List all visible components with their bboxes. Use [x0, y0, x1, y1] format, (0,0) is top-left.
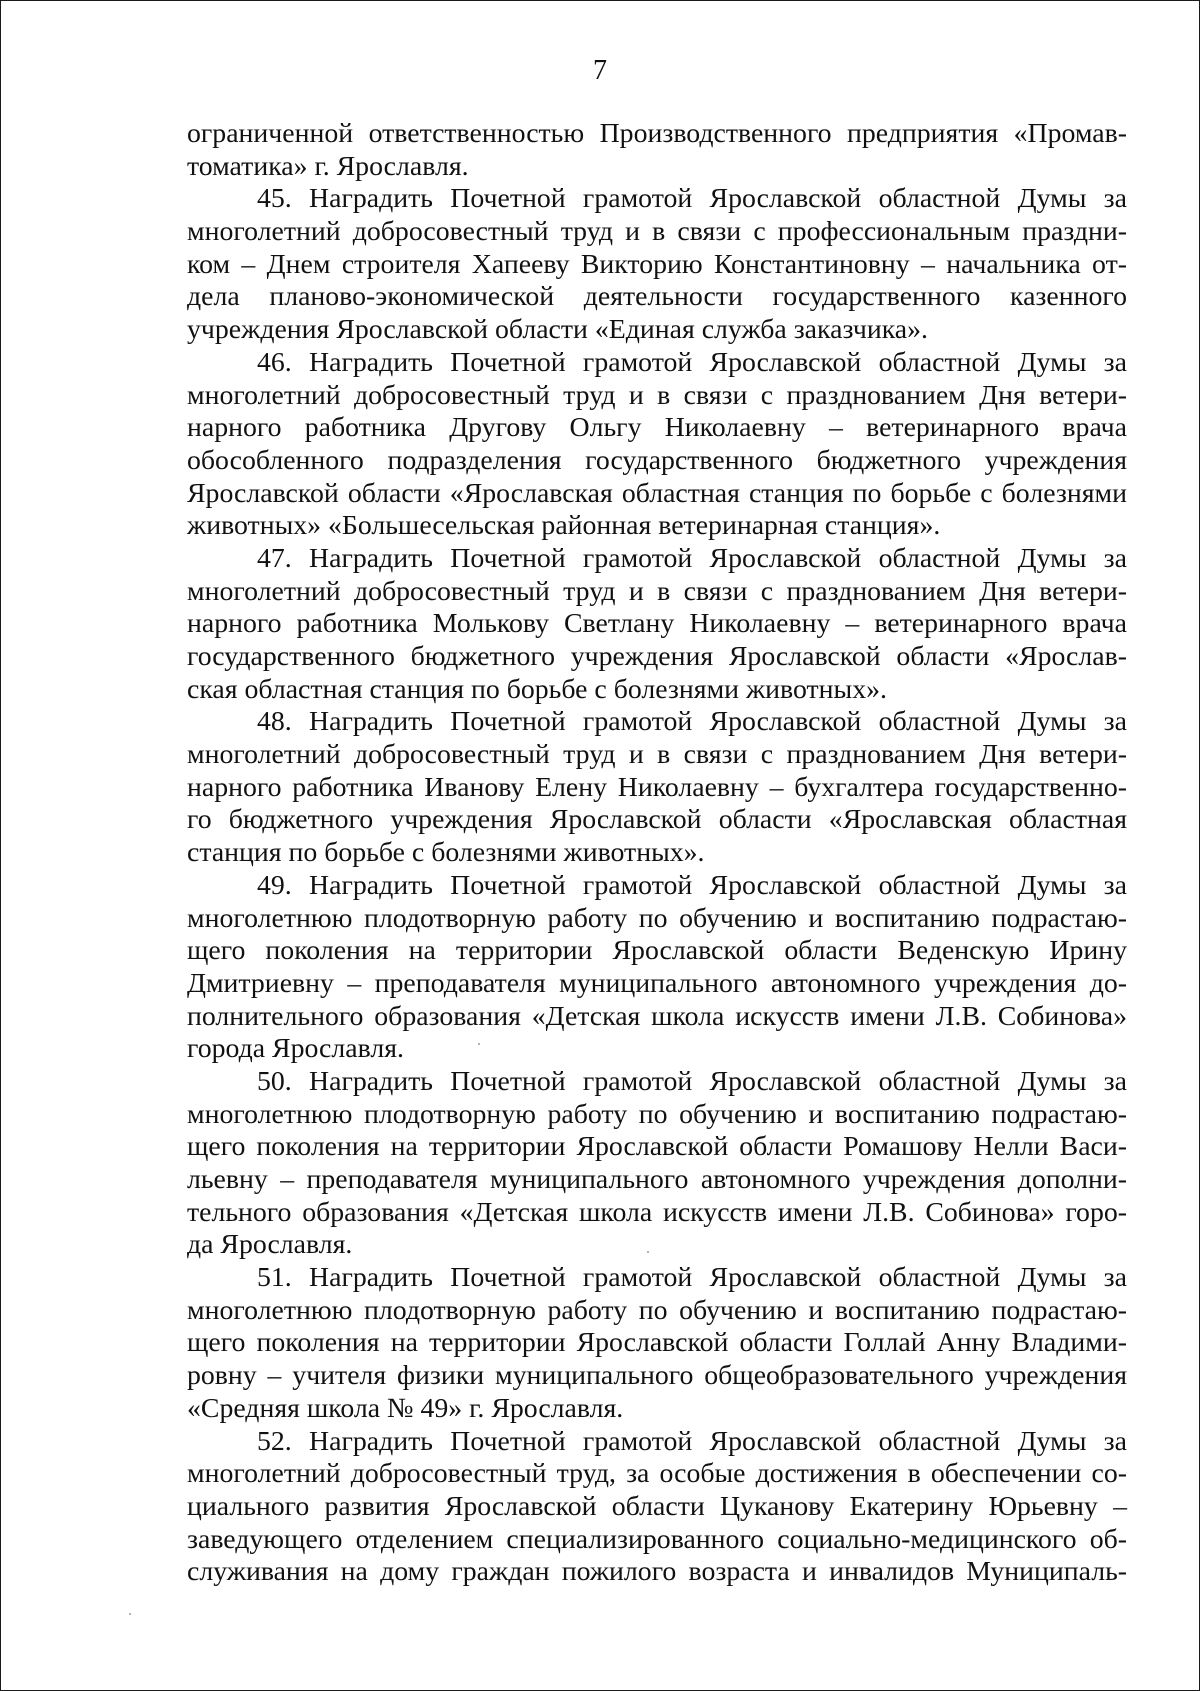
text-line: 46. Наградить Почетной грамотой Ярославской областной Думы за	[257, 346, 1127, 378]
text-line: дела планово-экономической деятельности государственного казенного	[187, 281, 1127, 313]
paragraph-47	[187, 543, 1127, 706]
text-line: да Ярославля.	[187, 1229, 353, 1261]
text-line: многолетнюю плодотворную работу по обучению и воспитанию подрастаю-	[187, 902, 1127, 934]
text-line: «Средняя школа № 49» г. Ярославля.	[187, 1392, 624, 1424]
text-line: Дмитриевну – преподавателя муниципального автономного учреждения до-	[187, 967, 1127, 999]
text-line: ограниченной ответственностью Производственного предприятия «Промав-	[187, 118, 1127, 149]
text-line: ская областная станция по борьбе с болезнями животных».	[187, 673, 887, 705]
paragraph-52	[187, 1426, 1127, 1589]
text-line: 50. Наградить Почетной грамотой Ярославской областной Думы за	[257, 1065, 1127, 1097]
text-line: щего поколения на территории Ярославской области Голлай Анну Владими-	[187, 1327, 1127, 1359]
text-line: 49. Наградить Почетной грамотой Ярославской областной Думы за	[257, 869, 1127, 901]
text-line: 51. Наградить Почетной грамотой Ярославской областной Думы за	[257, 1262, 1127, 1294]
text-line: ровну – учителя физики муниципального общеобразовательного учреждения	[187, 1360, 1127, 1392]
text-line: щего поколения на территории Ярославской области Веденскую Ирину	[187, 935, 1127, 967]
text-line: обособленного подразделения государственного бюджетного учреждения	[187, 444, 1127, 476]
paragraph-44-continuation	[187, 118, 1127, 183]
text-line: служивания на дому граждан пожилого возраста и инвалидов Муниципаль-	[187, 1556, 1127, 1588]
text-line: учреждения Ярославской области «Единая служба заказчика».	[187, 314, 928, 346]
text-line: го бюджетного учреждения Ярославской области «Ярославская областная	[187, 804, 1127, 836]
text-line: государственного бюджетного учреждения Ярославской области «Ярослав-	[187, 641, 1127, 672]
document-body	[187, 118, 1127, 1589]
text-line: 48. Наградить Почетной грамотой Ярославской областной Думы за	[257, 706, 1127, 738]
text-line: многолетний добросовестный труд и в связи с празднованием Дня ветери-	[187, 379, 1127, 411]
paragraph-51	[187, 1262, 1127, 1425]
paragraph-48	[187, 706, 1127, 869]
text-line: 52. Наградить Почетной грамотой Ярославской областной Думы за	[257, 1425, 1127, 1457]
paragraph-46	[187, 347, 1127, 543]
text-line: многолетний добросовестный труд и в связи с профессиональным праздни-	[187, 216, 1127, 248]
scan-speck	[647, 1251, 649, 1253]
text-line: многолетнюю плодотворную работу по обучению и воспитанию подрастаю-	[187, 1098, 1127, 1130]
text-line: животных» «Большесельская районная ветеринарная станция».	[187, 510, 941, 542]
text-line: станция по борьбе с болезнями животных».	[187, 837, 705, 869]
text-line: города Ярославля.	[187, 1033, 404, 1065]
text-line: нарного работника Другову Ольгу Николаевну – ветеринарного врача	[187, 412, 1127, 444]
scan-speck	[129, 1613, 131, 1615]
text-line: ком – Днем строителя Хапееву Викторию Константиновну – начальника от-	[187, 248, 1127, 280]
text-line: многолетний добросовестный труд и в связи с празднованием Дня ветери-	[187, 739, 1127, 771]
text-line: нарного работника Молькову Светлану Николаевну – ветеринарного врача	[187, 608, 1127, 640]
paragraph-45	[187, 183, 1127, 346]
text-line: полнительного образования «Детская школа искусств имени Л.В. Собинова»	[187, 1000, 1127, 1032]
text-line: нарного работника Иванову Елену Николаевну – бухгалтера государственно-	[187, 771, 1127, 803]
text-line: льевну – преподавателя муниципального автономного учреждения дополни-	[187, 1164, 1127, 1195]
text-line: многолетний добросовестный труд, за особые достижения в обеспечении со-	[187, 1458, 1127, 1490]
text-line: тельного образования «Детская школа искусств имени Л.В. Собинова» горо-	[187, 1196, 1127, 1228]
text-line: Ярославской области «Ярославская областная станция по борьбе с болезнями	[187, 477, 1127, 509]
text-line: 47. Наградить Почетной грамотой Ярославской областной Думы за	[257, 542, 1127, 574]
page-number: 7	[593, 55, 607, 86]
text-line: многолетний добросовестный труд и в связи с празднованием Дня ветери-	[187, 575, 1127, 607]
paragraph-49	[187, 870, 1127, 1066]
text-line: томатика» г. Ярославля.	[187, 150, 469, 182]
text-line: заведующего отделением специализированного социально-медицинского об-	[187, 1523, 1127, 1555]
text-line: 45. Наградить Почетной грамотой Ярославской областной Думы за	[257, 183, 1127, 215]
text-line: многолетнюю плодотворную работу по обучению и воспитанию подрастаю-	[187, 1294, 1127, 1326]
scan-speck	[478, 1043, 480, 1045]
paragraph-50	[187, 1066, 1127, 1262]
text-line: щего поколения на территории Ярославской области Ромашову Нелли Васи-	[187, 1131, 1127, 1163]
text-line: циального развития Ярославской области Цуканову Екатерину Юрьевну –	[187, 1490, 1127, 1522]
